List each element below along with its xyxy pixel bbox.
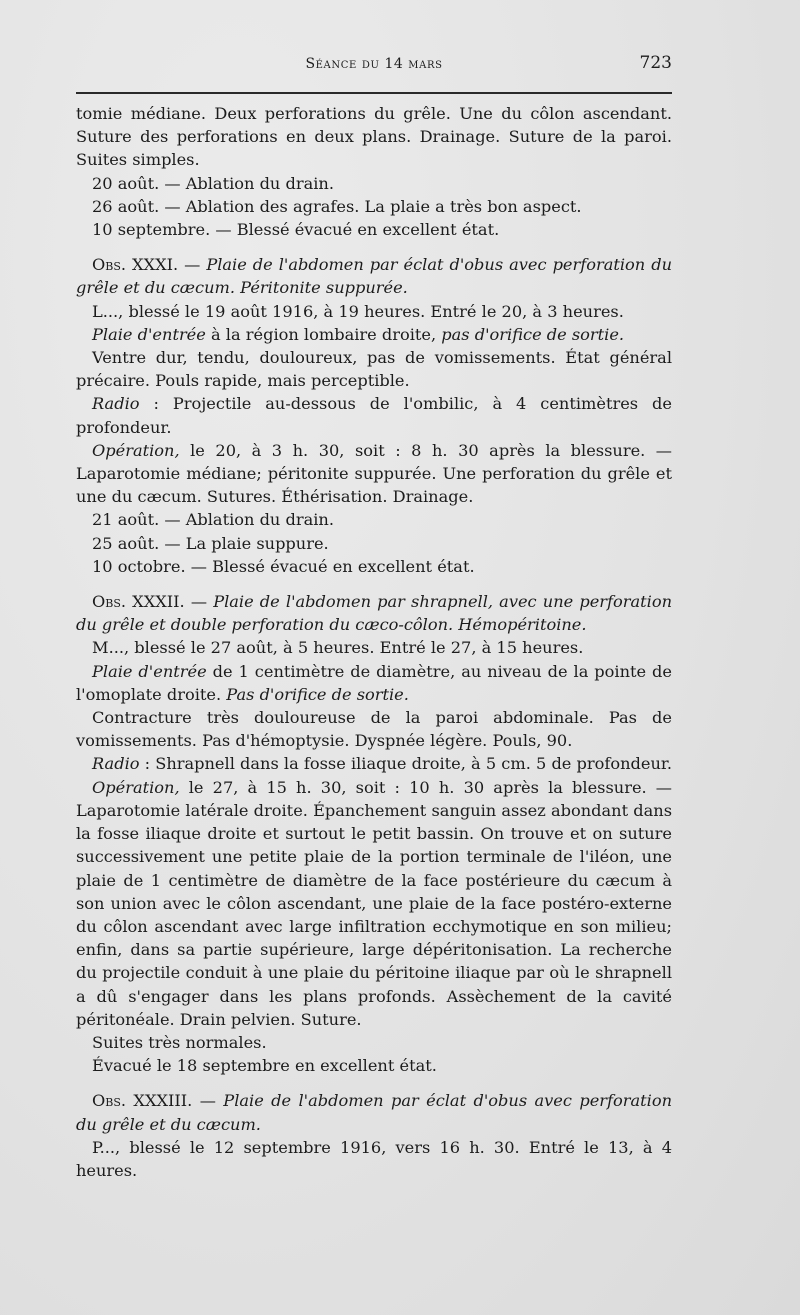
paragraph (76, 323, 672, 346)
paragraph: 26 août. — Ablation des agrafes. La plaie a très bon aspect. (92, 196, 582, 216)
obs-dash: — (192, 1091, 224, 1111)
operation-label: Opération, (92, 440, 180, 460)
paragraph: 21 août. — Ablation du drain. (92, 510, 335, 530)
paragraph: P..., blessé le 12 septembre 1916, vers 16 h. 30. Entré le 13, à 4 heures. (76, 1137, 672, 1180)
running-head (76, 50, 672, 80)
obs-heading (76, 590, 672, 636)
paragraph: Évacué le 18 septembre en excellent état. (92, 1056, 437, 1076)
operation-text: le 20, à 3 h. 30, soit : 8 h. 30 après la blessure. — Laparotomie médiane; péritonite suppurée. Une perforation du grêle et une du cæcum. Sutures. Éthérisation. Drainage. (76, 440, 672, 507)
header-rule (76, 92, 672, 94)
entry-text: de 1 centimètre de diamètre, au niveau de la pointe de l'omoplate droite. (76, 661, 673, 704)
entry-text: à la région lombaire droite, (205, 324, 442, 344)
paragraph: 10 octobre. — Blessé évacué en excellent état. (92, 556, 475, 576)
radio-text: : Projectile au-dessous de l'ombilic, à 4 centimètres de profondeur. (76, 394, 672, 437)
obs-title: Plaie de l'abdomen par éclat d'obus avec perforation du grêle et du cæcum. Péritonite suppurée. (76, 255, 672, 298)
paragraph (76, 392, 672, 438)
paragraph: M..., blessé le 27 août, à 5 heures. Entré le 27, à 15 heures. (92, 638, 584, 658)
paragraph: L..., blessé le 19 août 1916, à 19 heures. Entré le 20, à 3 heures. (92, 301, 624, 321)
obs-label: Obs. XXXII. (92, 592, 185, 612)
radio-label: Radio (92, 394, 140, 414)
paragraph (76, 439, 672, 509)
obs-label: Obs. XXXIII. (92, 1091, 193, 1111)
paragraph (76, 752, 672, 775)
paragraph: 25 août. — La plaie suppure. (92, 533, 329, 553)
page-number: 723 (639, 53, 672, 73)
obs-heading (76, 1089, 672, 1135)
obs-label: Obs. XXXI. (92, 255, 179, 275)
paragraph (76, 660, 672, 706)
obs-heading (76, 253, 672, 299)
entry-tail: pas d'orifice de sortie. (441, 324, 625, 344)
page (76, 50, 672, 1182)
operation-label: Opération, (92, 777, 180, 797)
paragraph (76, 776, 672, 1031)
entry-label: Plaie d'entrée (92, 324, 206, 344)
paragraph: Suites très normales. (92, 1032, 267, 1052)
title-month: mars (408, 56, 443, 72)
operation-text: le 27, à 15 h. 30, soit : 10 h. 30 après la blessure. — Laparotomie latérale droite. Épanchement sanguin assez abondant dans la fosse iliaque droite et surtout le petit bassin. On trouve et on suture successivement une petite plaie de la portion terminale de l'iléon, une plaie de 1 centimètre de diamètre de la face postérieure du cæcum à son union avec le côlon ascendant, une plaie de la face postéro-externe du côlon ascendant avec large infiltration ecchymotique en son milieu; enfin, dans sa partie supérieure, large dépéritonisation. La recherche du projectile conduit à une plaie du péritoine iliaque par où le shrapnell a dû s'engager dans les plans profonds. Assèchement de la cavité péritonéale. Drain pelvien. Suture. (76, 777, 672, 1029)
paragraph: 10 septembre. — Blessé évacué en excellent état. (92, 220, 500, 240)
obs-title: Plaie de l'abdomen par shrapnell, avec une perforation du grêle et double perforation du cæco-côlon. Hémopéritoine. (76, 592, 672, 635)
entry-tail: Pas d'orifice de sortie. (226, 684, 409, 704)
title-number: 14 (384, 56, 404, 72)
running-title (76, 56, 672, 72)
paragraph: tomie médiane. Deux perforations du grêle. Une du côlon ascendant. Suture des perforations en deux plans. Drainage. Suture de la paroi. Suites simples. (76, 104, 672, 170)
entry-label: Plaie d'entrée (92, 661, 207, 681)
obs-dash: — (178, 255, 207, 275)
radio-label: Radio (92, 754, 140, 774)
paragraph: Ventre dur, tendu, douloureux, pas de vomissements. État général précaire. Pouls rapide, mais perceptible. (76, 348, 672, 391)
obs-dash: — (184, 592, 214, 612)
obs-title: Plaie de l'abdomen par éclat d'obus avec perforation du grêle et du cæcum. (76, 1091, 672, 1134)
radio-text: : Shrapnell dans la fosse iliaque droite, à 5 cm. 5 de profondeur. (139, 754, 673, 774)
title-prefix: Séance du (305, 56, 380, 72)
paragraph: Contracture très douloureuse de la paroi abdominale. Pas de vomissements. Pas d'hémoptysie. Dyspnée légère. Pouls, 90. (76, 708, 672, 751)
paragraph: 20 août. — Ablation du drain. (92, 173, 335, 193)
body-text (76, 102, 672, 1182)
